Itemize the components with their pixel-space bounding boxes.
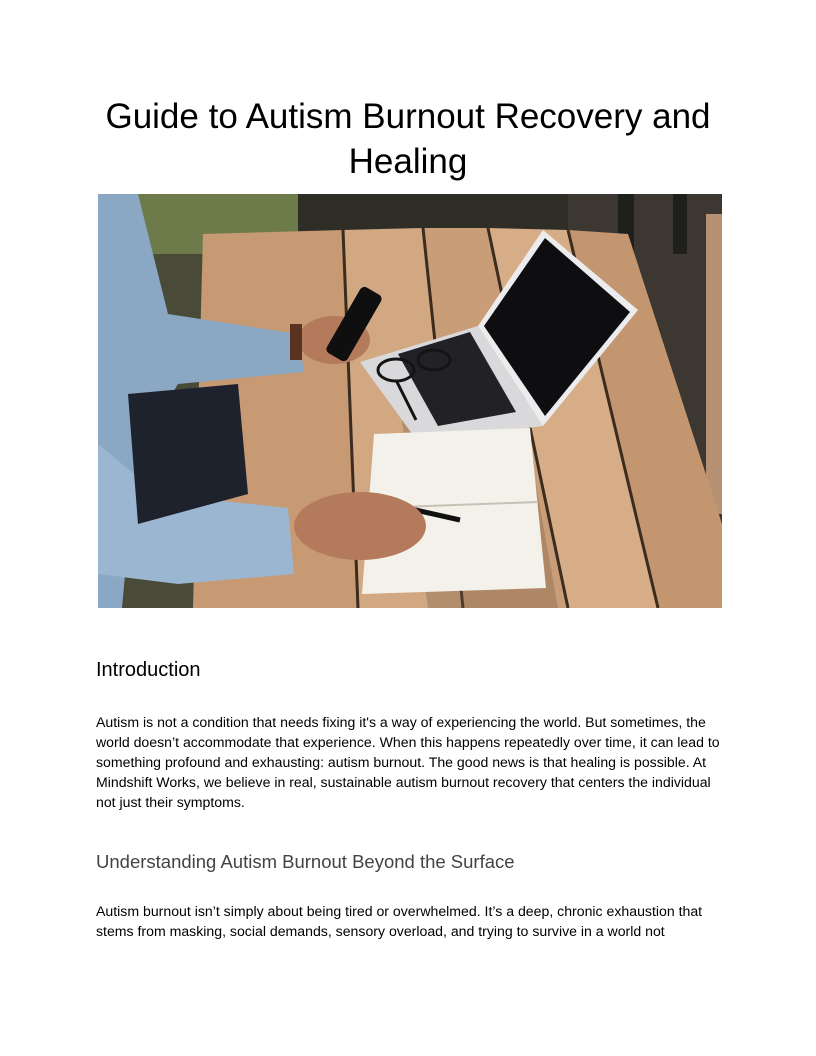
hero-photo bbox=[98, 194, 722, 608]
understanding-paragraph: Autism burnout isn’t simply about being tired or overwhelmed. It’s a deep, chronic exhaustion that stems from masking, social demands, sensory overload, and trying to survive in a world not bbox=[96, 903, 703, 939]
document-title: Guide to Autism Burnout Recovery and Healing bbox=[105, 97, 711, 181]
introduction-paragraph: Autism is not a condition that needs fixing it's a way of experiencing the world. But sometimes, the world doesn’t accommodate that experience. When this happens repeatedly over time, it can lead to something profound and exhausting: autism burnout. The good news is that healing is possible. At Mindshift Works, we believe in real, sustainable autism burnout recovery that centers the individual not just their symptoms. bbox=[96, 714, 720, 810]
section-heading-introduction: Introduction bbox=[96, 659, 201, 681]
section-heading-understanding: Understanding Autism Burnout Beyond the Surface bbox=[96, 851, 515, 872]
